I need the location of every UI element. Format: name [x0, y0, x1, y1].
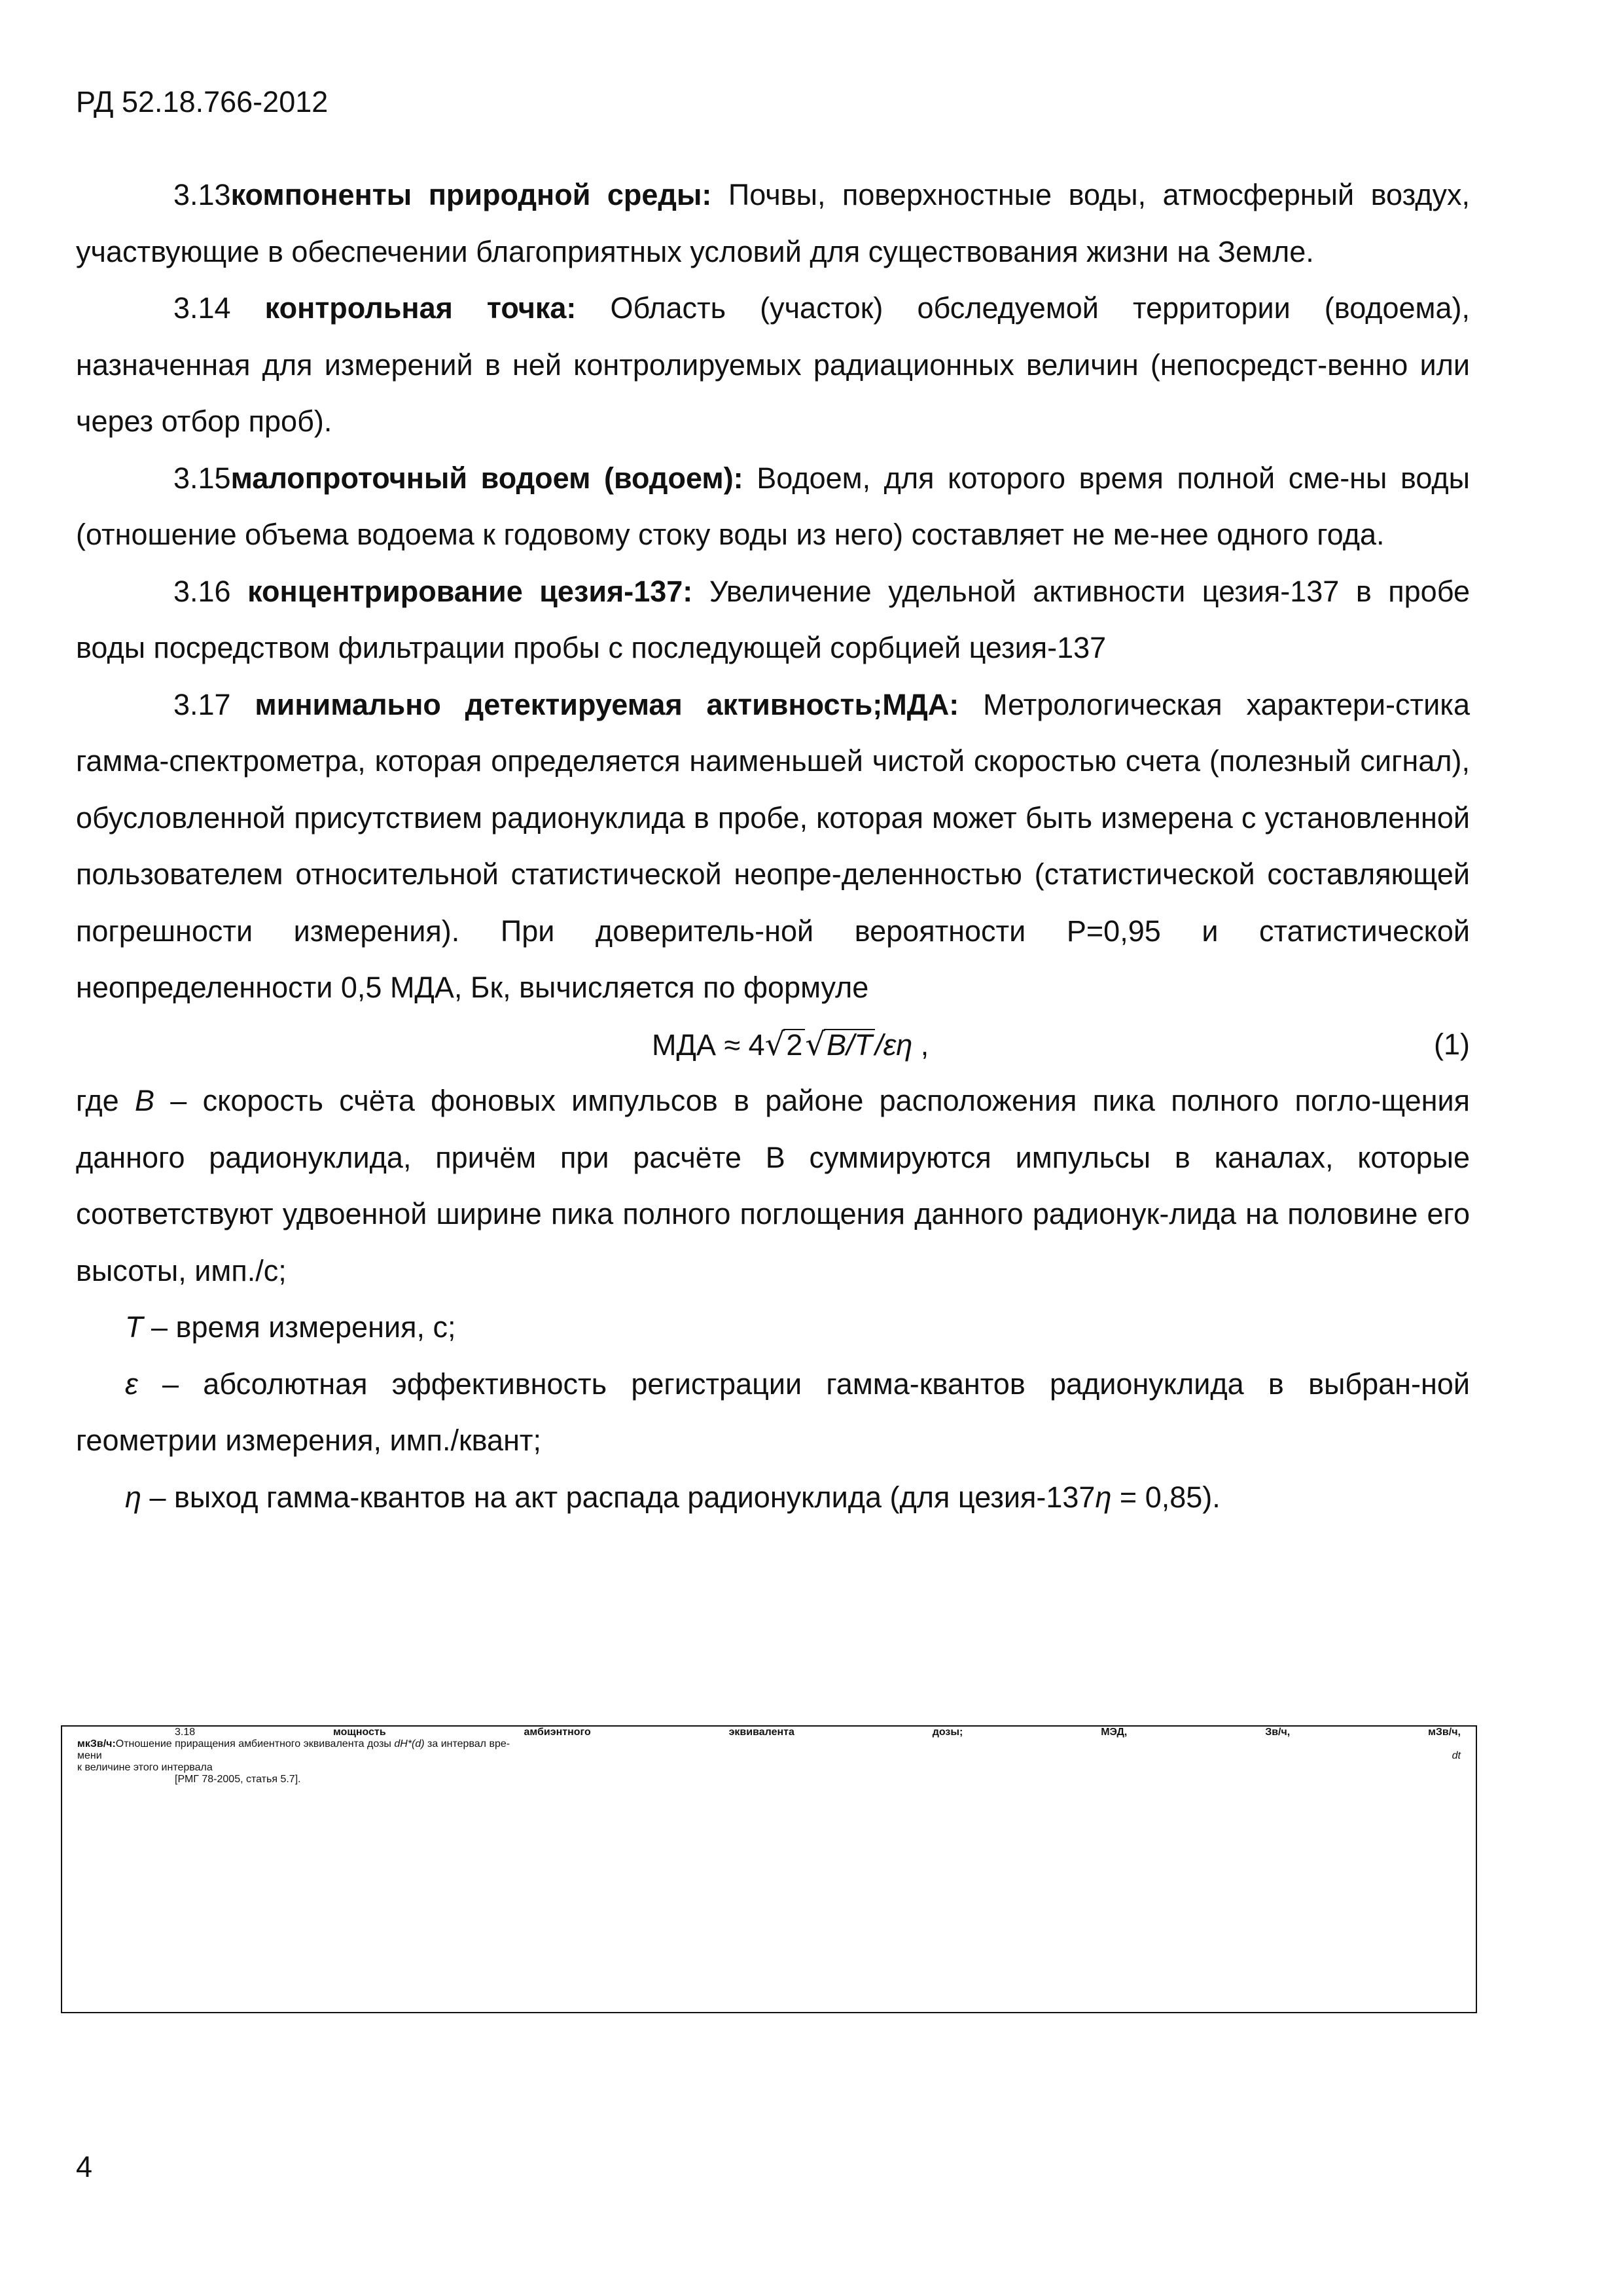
legend-epsilon: ε – абсолютная эффективность регистрации гамма-квантов радионуклида в выбран-ной геометрии измерения, имп./квант; [76, 1367, 1470, 1457]
page-number: 4 [76, 2150, 93, 2183]
mda-formula: МДА ≈ 4√2√B/T/εη , [652, 1026, 929, 1063]
term-3-18-title: 3.18 мощность амбиэнтного эквивалента дозы; МЭД, Зв/ч, мЗв/ч, [175, 1727, 1461, 1738]
term-3-18-box [61, 1725, 1477, 2013]
sqrt-icon: √ [805, 1026, 825, 1063]
term-3-13: 3.13компоненты природной среды: Почвы, поверхностные воды, атмосферный воздух, участвующие в обеспечении благоприятных условий для существования жизни на Земле. [76, 178, 1470, 268]
formula-number: (1) [1434, 1027, 1470, 1061]
term-definition: Почвы, поверхностные воды, атмосферный воздух, участвующие в обеспечении благоприятных условий для существования жизни на Земле. [76, 178, 1470, 268]
term-title: контрольная точка: [264, 291, 577, 325]
legend-T: T – время измерения, с; [125, 1310, 456, 1344]
legend-B: где B – скорость счёта фоновых импульсов в районе расположения пика полного погло-щения данного радионуклида, причём при расчёте В суммируются импульсы в каналах, которые соответствуют удвоенной ширине пика полного поглощения данного радионук-лида на половине его высоты, имп./с; [76, 1084, 1470, 1287]
term-definition: Водоем, для которого время полной сме-ны воды (отношение объема водоема к годовому стоку воды из него) составляет не ме-нее одного года. [76, 461, 1471, 551]
page-body [76, 167, 1470, 1526]
term-3-16: 3.16 концентрирование цезия-137: Увеличение удельной активности цезия-137 в пробе воды посредством фильтрации пробы с последующей сорбцией цезия-137 [76, 574, 1471, 664]
term-3-18-reference: [РМГ 78-2005, статья 5.7]. [175, 1774, 301, 1785]
sqrt-icon: √ [764, 1026, 785, 1063]
term-title: минимально детектируемая активность;МДА: [255, 687, 959, 721]
term-title: малопроточный водоем (водоем): [230, 461, 743, 495]
term-title: компоненты природной среды: [230, 178, 712, 211]
document-code: РД 52.18.766-2012 [76, 85, 329, 118]
term-definition: Метрологическая характери-стика гамма-спектрометра, которая определяется наименьшей чистой скоростью счета (полезный сигнал), обусловленной присутствием радионуклида в пробе, которая может быть измерена с установленной пользователем относительной статистической неопре-деленностью (статистической составляющей погрешности измерения). При доверитель-ной вероятности Р=0,95 и статистической неопределенности 0,5 МДА, Бк, вычисляется по формуле [76, 687, 1470, 1004]
legend-eta: η – выход гамма-квантов на акт распада радионуклида (для цезия-137η = 0,85). [125, 1480, 1221, 1514]
formula-row [76, 1016, 1470, 1073]
term-3-18-definition-line: мкЗв/ч:Отношение приращения амбиентного эквивалента дозы dH*(d) за интервал вре- [77, 1738, 510, 1749]
term-3-18-line4: к величине этого интервала [77, 1762, 213, 1773]
term-3-18-dt-line: мени dt [77, 1750, 1461, 1761]
term-definition: Область (участок) обследуемой территории (водоема), назначенная для измерений в ней контролируемых радиационных величин (непосредст-венно или через отбор проб). [76, 291, 1470, 438]
term-3-15: 3.15малопроточный водоем (водоем): Водоем, для которого время полной сме-ны воды (отношение объема водоема к годовому стоку воды из него) составляет не ме-нее одного года. [76, 461, 1471, 551]
term-3-17: 3.17 минимально детектируемая активность;МДА: Метрологическая характери-стика гамма-спектрометра, которая определяется наименьшей чистой скоростью счета (полезный сигнал), обусловленной присутствием радионуклида в пробе, которая может быть измерена с установленной пользователем относительной статистической неопре-деленностью (статистической составляющей погрешности измерения). При доверитель-ной вероятности Р=0,95 и статистической неопределенности 0,5 МДА, Бк, вычисляется по формуле [76, 687, 1470, 1004]
term-3-14: 3.14 контрольная точка: Область (участок) обследуемой территории (водоема), назначенная для измерений в ней контролируемых радиационных величин (непосредст-венно или через отбор проб). [76, 291, 1470, 438]
term-definition: Увеличение удельной активности цезия-137 в пробе воды посредством фильтрации пробы с последующей сорбцией цезия-137 [76, 574, 1471, 664]
term-title: концентрирование цезия-137: [247, 574, 693, 608]
